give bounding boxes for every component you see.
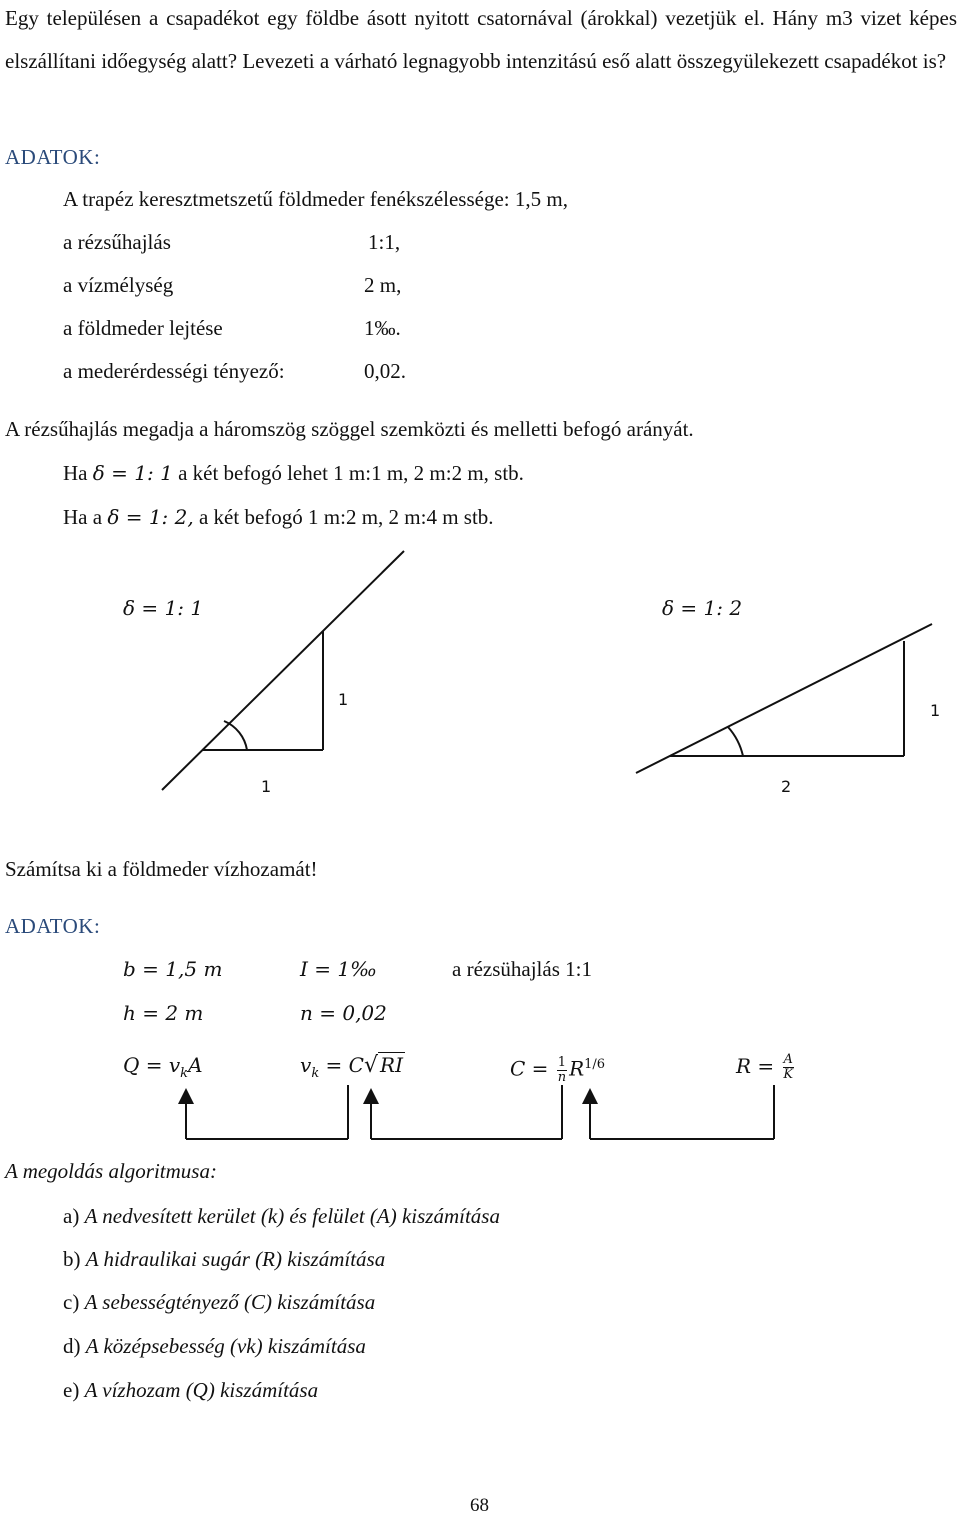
formula-slope: a rézsühajlás 1:1 [452, 957, 592, 981]
sqrt-sign: √ [363, 1053, 379, 1078]
data-heading: ADATOK: [5, 145, 101, 169]
step-e-text: A vízhozam (Q) kiszámítása [84, 1378, 319, 1402]
slope-line-1-1 [162, 551, 404, 790]
data-line-width: A trapéz keresztmetszetű földmeder fenékszélessége: 1,5 m, [63, 187, 568, 211]
step-b-letter: b) [63, 1247, 81, 1271]
formula-R [736, 1053, 794, 1082]
formula-C-num: 1 [557, 1054, 567, 1070]
triangle-1-1 [162, 551, 404, 790]
arrow-head-C [582, 1088, 598, 1104]
formula-C [510, 1053, 605, 1085]
step-a-letter: a) [63, 1204, 80, 1228]
formula-Q-sub: k [180, 1066, 189, 1081]
data-line-depth-value: 2 m, [364, 273, 402, 297]
formula-vk-mid: = C [319, 1053, 364, 1077]
formula-C-base: R [569, 1056, 585, 1081]
formula-C-exp-den: 6 [596, 1057, 606, 1072]
formula-C-lhs: C = [510, 1056, 549, 1081]
task-text: Számítsa ki a földmeder vízhozamát! [5, 857, 318, 881]
example-1-math: δ = 1: 1 [92, 461, 173, 485]
arrow-head-vk [363, 1088, 379, 1104]
formula-h: h = 2 m [123, 1001, 204, 1025]
arrow-head-Q [178, 1088, 194, 1104]
data-line-roughness-value: 0,02. [364, 359, 406, 383]
step-c [63, 1290, 375, 1314]
formula-vk-radicand: RI [380, 1053, 403, 1077]
step-e [63, 1378, 318, 1402]
data-line-gradient-label: a földmeder lejtése [63, 316, 223, 340]
page-number: 68 [470, 1495, 489, 1516]
formula-I: I = 1‰ [300, 957, 377, 981]
formula-C-exp-num: 1 [584, 1057, 593, 1072]
angle-arc-1-2 [728, 727, 743, 756]
step-e-letter: e) [63, 1378, 80, 1402]
slope-line-1-2 [636, 624, 932, 773]
step-a [63, 1204, 500, 1228]
data-line-slope-value: 1:1, [368, 230, 401, 254]
formula-vk-lhs: v [300, 1053, 312, 1077]
step-d-text: A középsebesség (vk) kiszámítása [85, 1334, 366, 1358]
data-line-gradient-value: 1‰. [364, 316, 401, 340]
algorithm-title: A megoldás algoritmusa: [5, 1159, 217, 1183]
diagram-left-vertical-label: 1 [338, 690, 349, 709]
triangle-1-2 [636, 624, 932, 773]
formula-n: n = 0,02 [300, 1001, 387, 1025]
data-heading-2: ADATOK: [5, 914, 101, 938]
formula-Q-rhs: A [188, 1053, 203, 1077]
example-2-math: δ = 1: 2, [107, 505, 194, 529]
step-b [63, 1247, 385, 1271]
example-2-suffix: a két befogó 1 m:2 m, 2 m:4 m stb. [198, 505, 494, 529]
formula-Q [123, 1053, 203, 1086]
data-line-depth-label: a vízmélység [63, 273, 174, 297]
formula-R-fraction [783, 1053, 794, 1082]
formula-R-den: K [783, 1067, 794, 1082]
formula-C-exponent: 1/6 [584, 1057, 606, 1072]
step-c-text: A sebességtényező (C) kiszámítása [84, 1290, 376, 1314]
step-b-text: A hidraulikai sugár (R) kiszámítása [85, 1247, 386, 1271]
intro-paragraph: Egy településen a csapadékot egy földbe ásott nyitott csatornával (árokkal) vezetjük el. Hány m3 vizet képes elszállítani időegység alatt? Levezeti a várható legnagyobb intenzitású eső alatt összegyülekezett csapadékot is? [5, 6, 957, 73]
step-d [63, 1334, 366, 1358]
formula-Q-lhs: Q = v [123, 1053, 181, 1077]
diagram-right-vertical-label: 1 [930, 701, 941, 720]
step-a-text: A nedvesített kerület (k) és felület (A) kiszámítása [84, 1204, 500, 1228]
example-2-prefix: Ha a [63, 505, 103, 529]
diagram-left-horizontal-label: 1 [261, 777, 272, 796]
formula-vk-sub: k [311, 1066, 320, 1081]
step-d-letter: d) [63, 1334, 81, 1358]
slope-explanation: A rézsűhajlás megadja a háromszög szöggel szemközti és melletti befogó arányát. [5, 417, 694, 441]
formula-C-den: n [557, 1069, 567, 1085]
diagram-right-horizontal-label: 2 [781, 777, 792, 796]
formula-vk [300, 1053, 405, 1086]
arrow-heads [178, 1088, 598, 1104]
example-1-suffix: a két befogó lehet 1 m:1 m, 2 m:2 m, stb. [178, 461, 524, 485]
example-1-prefix: Ha [63, 461, 88, 485]
formula-R-lhs: R = [736, 1054, 775, 1078]
formula-C-fraction [557, 1056, 567, 1085]
formula-b: b = 1,5 m [123, 957, 223, 981]
formula-arrows [186, 1085, 774, 1139]
formula-R-num: A [783, 1052, 793, 1067]
step-c-letter: c) [63, 1290, 80, 1314]
data-line-roughness-label: a mederérdességi tényező: [63, 359, 285, 383]
data-line-slope-label: a rézsűhajlás [63, 230, 171, 254]
diagram-left-title: δ = 1: 1 [123, 596, 204, 620]
diagram-right-title: δ = 1: 2 [662, 596, 743, 620]
